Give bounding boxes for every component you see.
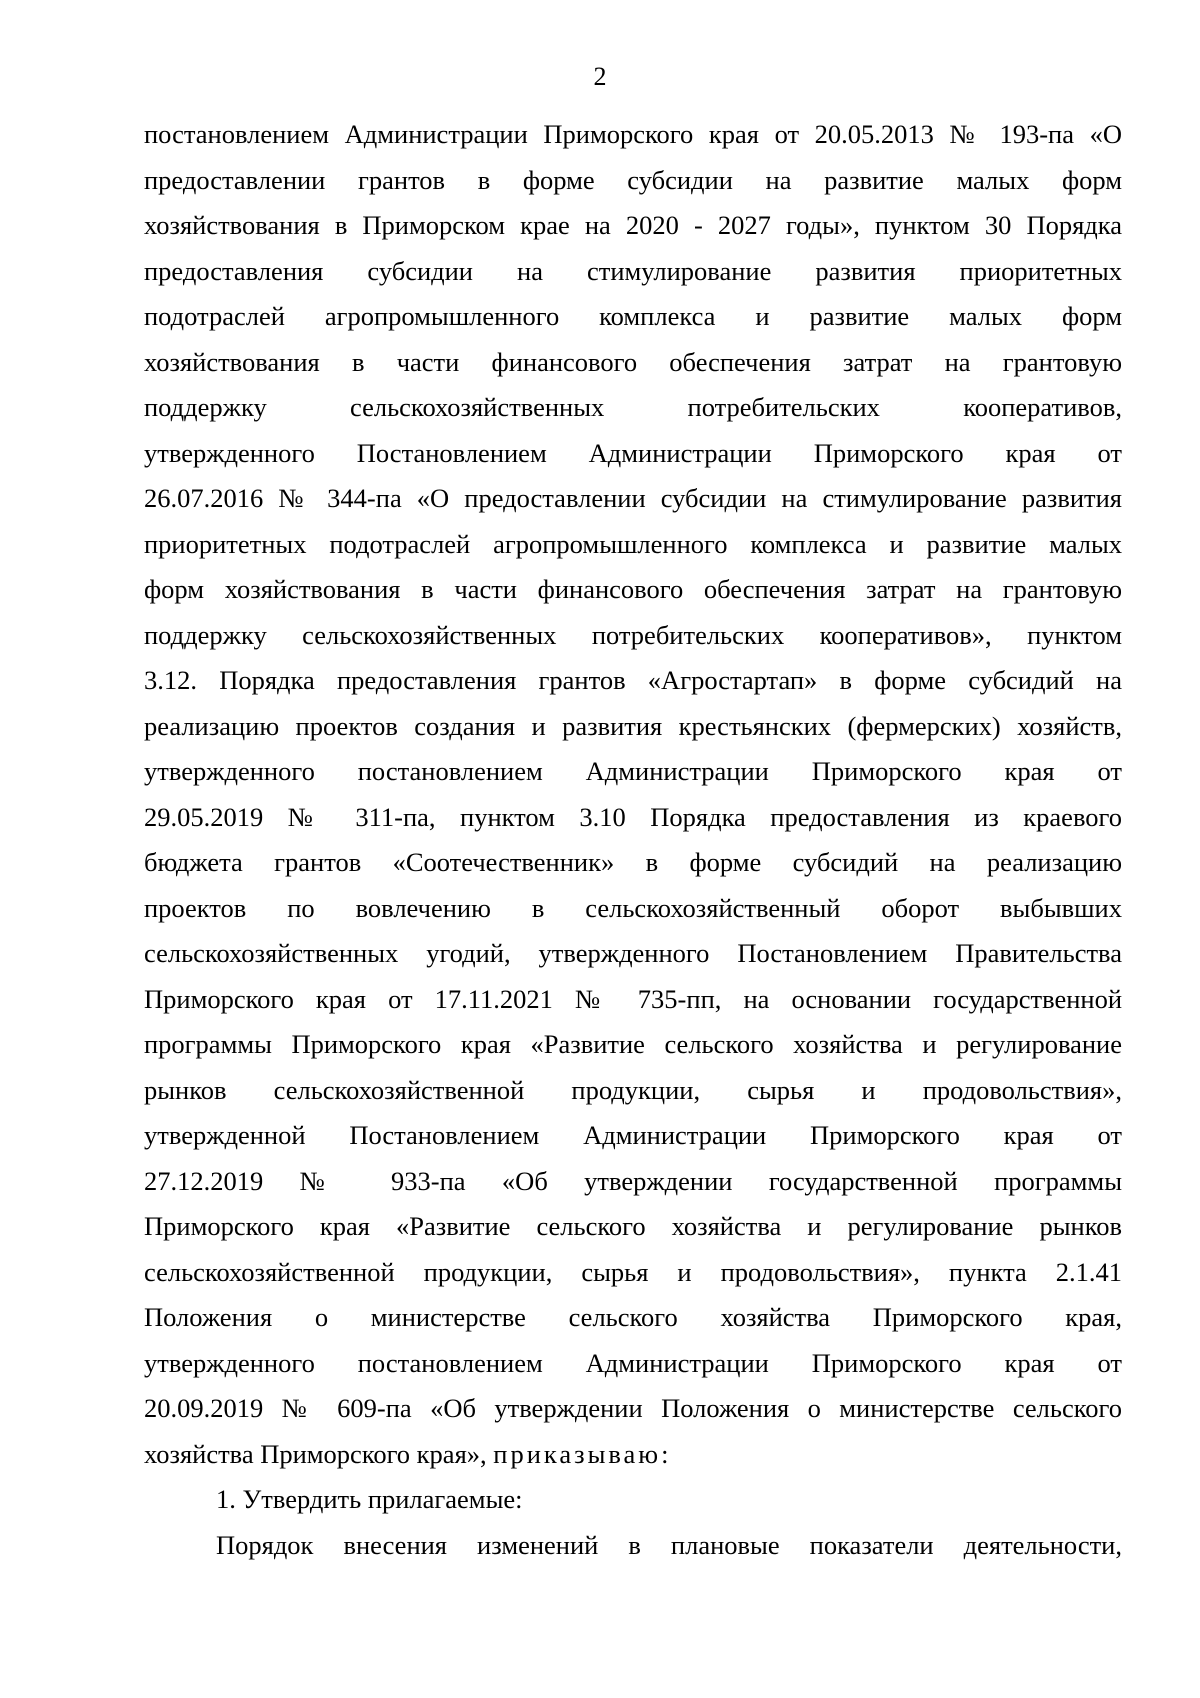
text-line: сельскохозяйственных угодий, утвержденного Постановлением Правительства bbox=[144, 938, 1122, 968]
item-1: 1. Утвердить прилагаемые: bbox=[216, 1484, 523, 1514]
text-line: утвержденного Постановлением Администрации Приморского края от bbox=[144, 437, 1122, 468]
order-word: приказываю: bbox=[493, 1438, 672, 1469]
text-line: подотраслей агропромышленного комплекса и развитие малых форм bbox=[144, 301, 1122, 331]
text-line: поддержку сельскохозяйственных потребительских кооперативов, bbox=[144, 392, 1122, 422]
text-line: утвержденного постановлением Администрации Приморского края от bbox=[144, 756, 1122, 786]
text-line: Положения о министерстве сельского хозяйства Приморского края, bbox=[144, 1302, 1122, 1332]
document-body bbox=[144, 112, 1122, 1568]
text-line: программы Приморского края «Развитие сельского хозяйства и регулирование bbox=[144, 1029, 1122, 1059]
text-line: форм хозяйствования в части финансового обеспечения затрат на грантовую bbox=[144, 574, 1122, 604]
closing-line bbox=[144, 1432, 1122, 1478]
text-line: рынков сельскохозяйственной продукции, сырья и продовольствия», bbox=[144, 1074, 1122, 1105]
text-line: 29.05.2019 № 311-па, пунктом 3.10 Порядка предоставления из краевого bbox=[144, 801, 1122, 832]
text-line: приоритетных подотраслей агропромышленного комплекса и развитие малых bbox=[144, 528, 1122, 559]
text-line: Приморского края от 17.11.2021 № 735-пп, на основании государственной bbox=[144, 983, 1122, 1014]
text-line: сельскохозяйственной продукции, сырья и продовольствия», пункта 2.1.41 bbox=[144, 1256, 1122, 1287]
text-line: реализацию проектов создания и развития крестьянских (фермерских) хозяйств, bbox=[144, 710, 1122, 741]
text-line: Приморского края «Развитие сельского хозяйства и регулирование рынков bbox=[144, 1211, 1122, 1241]
text-line: поддержку сельскохозяйственных потребительских кооперативов», пунктом bbox=[144, 619, 1122, 650]
text-line: хозяйствования в части финансового обеспечения затрат на грантовую bbox=[144, 346, 1122, 377]
paragraph-start-line: Порядок внесения изменений в плановые показатели деятельности, bbox=[216, 1529, 1122, 1560]
text-line: предоставлении грантов в форме субсидии на развитие малых форм bbox=[144, 164, 1122, 195]
text-line: проектов по вовлечению в сельскохозяйственный оборот выбывших bbox=[144, 892, 1122, 923]
text-line: бюджета грантов «Соотечественник» в форме субсидий на реализацию bbox=[144, 847, 1122, 877]
text-line: 26.07.2016 № 344-па «О предоставлении субсидии на стимулирование развития bbox=[144, 483, 1122, 513]
text-line: предоставления субсидии на стимулирование развития приоритетных bbox=[144, 255, 1122, 286]
text-line: хозяйствования в Приморском крае на 2020 - 2027 годы», пунктом 30 Порядка bbox=[144, 210, 1122, 240]
text-line: постановлением Администрации Приморского края от 20.05.2013 № 193-па «О bbox=[144, 119, 1122, 149]
text-line: 20.09.2019 № 609-па «Об утверждении Положения о министерстве сельского bbox=[144, 1393, 1122, 1423]
page-number: 2 bbox=[593, 62, 607, 91]
text-line: утвержденного постановлением Администрации Приморского края от bbox=[144, 1347, 1122, 1378]
text-line: 3.12. Порядка предоставления грантов «Агростартап» в форме субсидий на bbox=[144, 665, 1122, 695]
text-line: утвержденной Постановлением Администрации Приморского края от bbox=[144, 1120, 1122, 1150]
text-line: 27.12.2019 № 933-па «Об утверждении государственной программы bbox=[144, 1165, 1122, 1196]
closing-text: хозяйства Приморского края», bbox=[144, 1438, 494, 1469]
